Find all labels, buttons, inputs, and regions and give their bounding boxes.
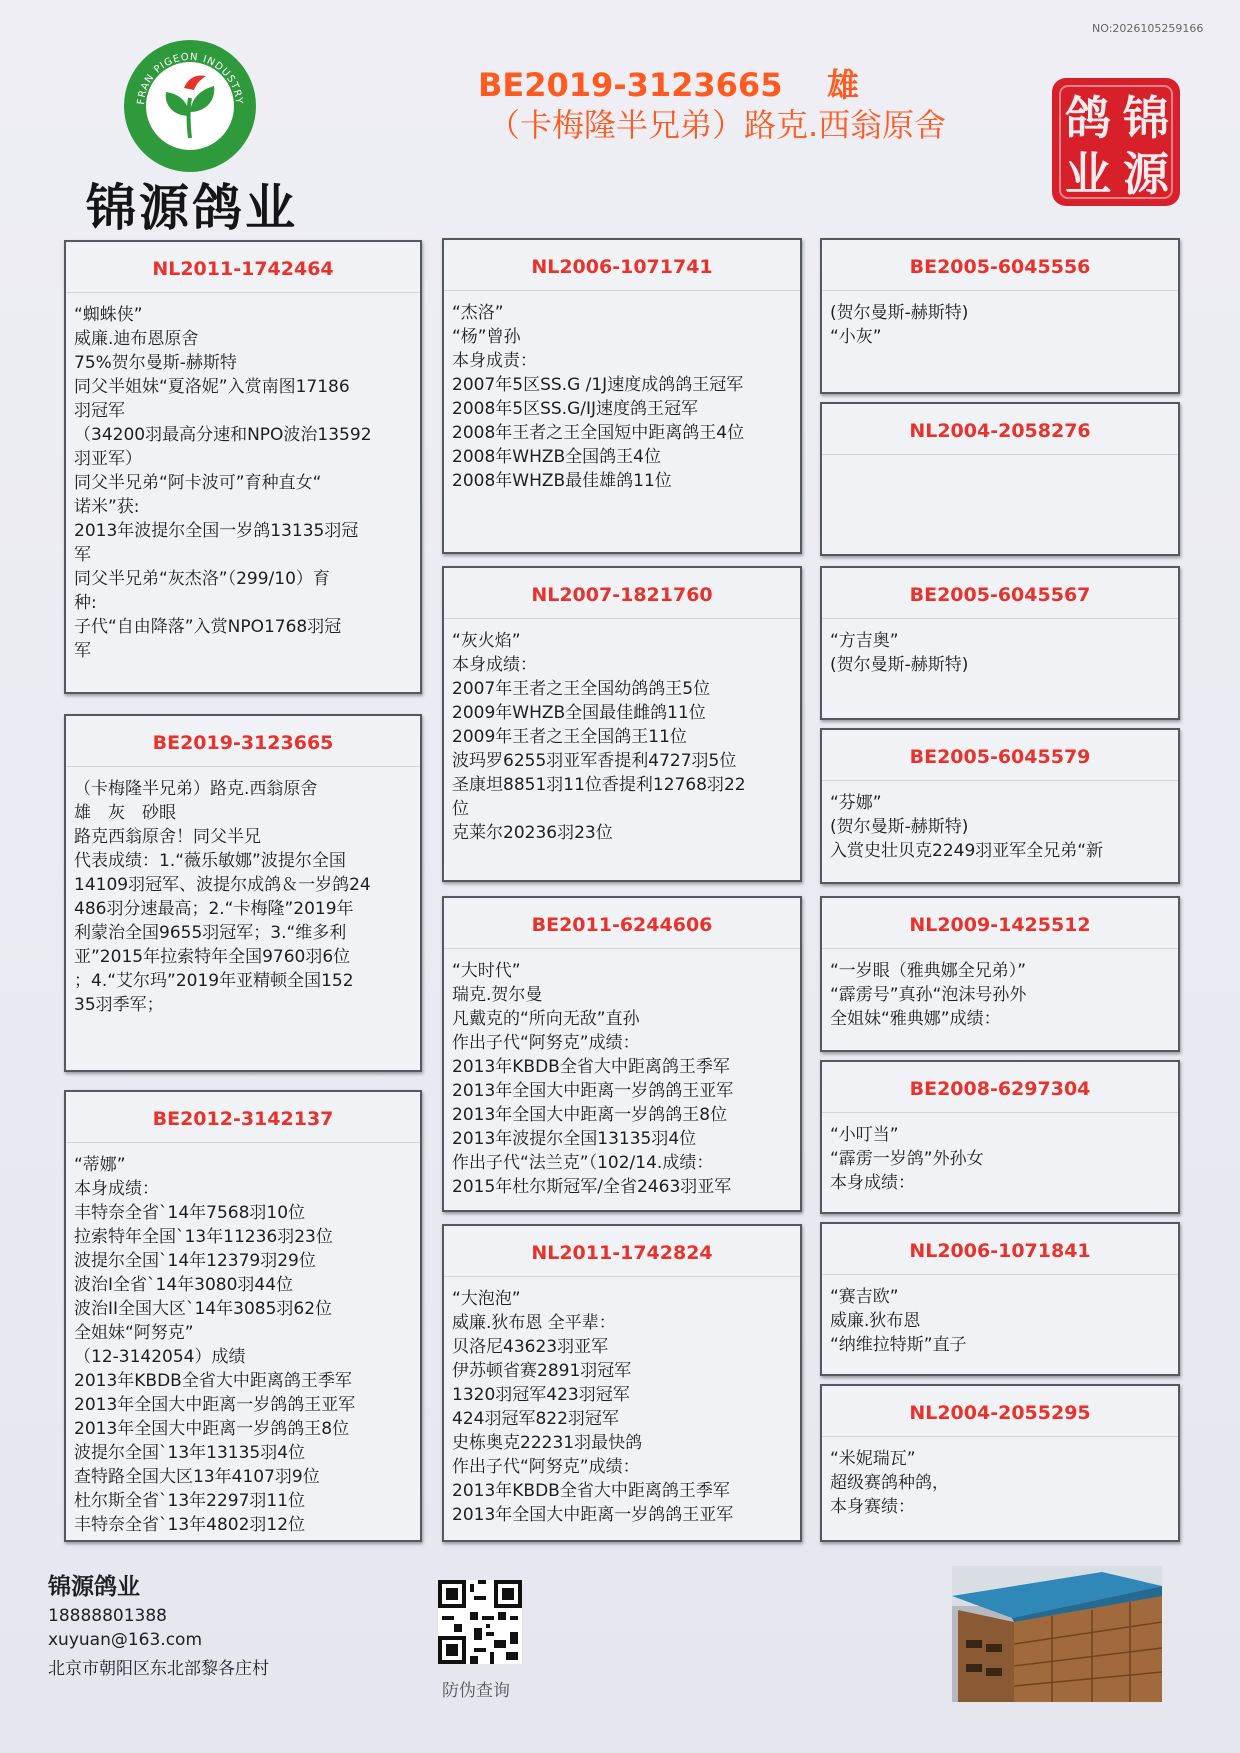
pedigree-card-ancestor-3 bbox=[820, 566, 1180, 720]
pedigree-card-granddam-1 bbox=[442, 566, 802, 882]
header-ring-number: BE2019-3123665 bbox=[478, 66, 783, 104]
seal-character: 锦 bbox=[1123, 91, 1169, 145]
card-ring-number: NL2004-2055295 bbox=[822, 1386, 1178, 1437]
card-description: “小叮当” “霹雳一岁鸽”外孙女 本身成绩： bbox=[830, 1125, 984, 1193]
pedigree-card-ancestor-5 bbox=[820, 896, 1180, 1052]
pedigree-card-grandsire-1 bbox=[442, 238, 802, 554]
pedigree-card-sire-of-sire bbox=[64, 240, 422, 694]
seal-character: 业 bbox=[1065, 147, 1111, 201]
card-description: “蜘蛛侠” 威廉.迪布恩原舍 75%贺尔曼斯-赫斯特 同父半姐妹“夏洛妮”入赏南图17186 羽冠军 （34200羽最高分速和NPO波治13592 羽亚军） 同父半兄弟“阿卡波可”育种直女“ 诺米”获: 2013年波提尔全国一岁鸽13135羽冠 军 同父半兄弟“灰杰洛”（299/10）育 种: 子代“自由降落”入赏NPO1768羽冠 军 bbox=[74, 305, 372, 661]
qr-code-icon[interactable] bbox=[438, 1580, 522, 1664]
card-description: “大时代” 瑞克.贺尔曼 凡戴克的“所向无敌”直孙 作出子代“阿努克”成绩： 2013年KBDB全省大中距离鸽王季军 2013年全国大中距离一岁鸽鸽王亚军 2013年全国大中距离一岁鸽鸽王8位 2013年波提尔全国13135羽4位 作出子代“法兰克”（102/14.成绩： 2015年杜尔斯冠军/全省2463羽亚军 bbox=[452, 961, 734, 1197]
pedigree-card-ancestor-6 bbox=[820, 1060, 1180, 1214]
card-description: “杰洛” “杨”曾孙 本身成责： 2007年5区SS.G /1J速度成鸽鸽王冠军 2008年5区SS.G/IJ速度鸽王冠军 2008年王者之王全国短中距离鸽王4位 2008年WHZB全国鸽王4位 2008年WHZB最佳雄鸽11位 bbox=[452, 303, 745, 491]
card-description: “灰火焰” 本身成绩： 2007年王者之王全国幼鸽鸽王5位 2009年WHZB全国最佳雌鸽11位 2009年王者之王全国鸽王11位 波玛罗6255羽亚军香提利4727羽5位 圣康坦8851羽11位香提利12768羽22 位 克莱尔20236羽23位 bbox=[452, 631, 746, 843]
footer-email: xuyuan@163.com bbox=[48, 1630, 203, 1650]
card-description bbox=[822, 455, 1178, 465]
seal-character: 源 bbox=[1123, 147, 1169, 201]
card-ring-number: BE2005-6045567 bbox=[822, 568, 1178, 619]
pedigree-card-ancestor-4 bbox=[820, 728, 1180, 884]
card-description: “大泡泡” 威廉.狄布恩 全平辈： 贝洛尼43623羽亚军 伊苏顿省赛2891羽冠军 1320羽冠军423羽冠军 424羽冠军822羽冠军 史栋奥克22231羽最快鸽 作出子代“阿努克”成绩： 2013年KBDB全省大中距离鸽王季军 2013年全国大中距离一岁鸽鸽王亚军 bbox=[452, 1289, 734, 1525]
pedigree-card-dam bbox=[64, 1090, 422, 1542]
card-ring-number: NL2007-1821760 bbox=[444, 568, 800, 619]
pigeon-loft-photo bbox=[952, 1566, 1162, 1702]
logo-ring-top-text: FRAN PIGEON INDUSTRY bbox=[135, 51, 245, 106]
card-ring-number: BE2005-6045579 bbox=[822, 730, 1178, 781]
seal-stamp bbox=[1046, 72, 1186, 212]
card-ring-number: BE2011-6244606 bbox=[444, 898, 800, 949]
logo-ring-bottom-text: FENGYUAN bbox=[159, 131, 221, 153]
footer-phone: 18888801388 bbox=[48, 1606, 167, 1626]
card-description: “一岁眼（雅典娜全兄弟）” “霹雳号”真孙“泡沫号孙外 全姐妹“雅典娜”成绩： bbox=[830, 961, 1027, 1029]
card-description: “方吉奥” (贺尔曼斯-赫斯特) bbox=[830, 631, 969, 675]
logo-badge bbox=[122, 38, 258, 174]
pedigree-card-ancestor-2 bbox=[820, 402, 1180, 556]
card-description: （卡梅隆半兄弟）路克.西翁原舍 雄 灰 砂眼 路克西翁原舍！同父半兄 代表成绩：1.“薇乐敏娜”波提尔全国 14109羽冠军、波提尔成鸽＆一岁鸽24 486羽分速最高；2.“卡梅隆”2019年 利蒙治全国9655羽冠军；3.“维多利 亚”2015年拉索特年全国9760羽6位 ；4.“艾尔玛”2019年亚精顿全国152 35羽季军； bbox=[74, 779, 371, 1015]
pedigree-card-ancestor-1 bbox=[820, 238, 1180, 394]
card-ring-number: BE2019-3123665 bbox=[66, 716, 420, 767]
header-subtitle: （卡梅隆半兄弟）路克.西翁原舍 bbox=[488, 106, 947, 144]
card-description: “芬娜” (贺尔曼斯-赫斯特) 入赏史壮贝克2249羽亚军全兄弟“新 bbox=[830, 793, 1104, 861]
seal-character: 鸽 bbox=[1065, 91, 1111, 145]
card-description: “米妮瑞瓦” 超级赛鸽种鸽， 本身赛绩： bbox=[830, 1449, 949, 1517]
card-description: “蒂娜” 本身成绩： 丰特奈全省`14年7568羽10位 拉索特年全国`13年11236羽23位 波提尔全国`14年12379羽29位 波治I全省`14年3080羽44位 波治II全国大区`14年3085羽62位 全姐妹“阿努克” （12-3142054）成绩 2013年KBDB全省大中距离鸽王季军 2013年全国大中距离一岁鸽鸽王亚军 2013年全国大中距离一岁鸽鸽王8位 波提尔全国`13年13135羽4位 查特路全国大区13年4107羽9位 杜尔斯全省`13年2297羽11位 丰特奈全省`13年4802羽12位 bbox=[74, 1155, 356, 1535]
card-ring-number: NL2011-1742464 bbox=[66, 242, 420, 293]
qr-verify-label: 防伪查询 bbox=[442, 1681, 510, 1701]
pedigree-card-subject bbox=[64, 714, 422, 1072]
card-ring-number: NL2009-1425512 bbox=[822, 898, 1178, 949]
footer-company-name: 锦源鸽业 bbox=[48, 1574, 140, 1600]
pedigree-card-grandsire-2 bbox=[442, 896, 802, 1212]
footer-address: 北京市朝阳区东北部黎各庄村 bbox=[48, 1659, 269, 1679]
pedigree-card-ancestor-8 bbox=[820, 1384, 1180, 1542]
card-ring-number: BE2012-3142137 bbox=[66, 1092, 420, 1143]
certificate-number: NO:2026105259166 bbox=[1092, 22, 1204, 35]
header-sex: 雄 bbox=[827, 66, 860, 104]
card-description: (贺尔曼斯-赫斯特) “小灰” bbox=[830, 303, 969, 347]
card-ring-number: NL2004-2058276 bbox=[822, 404, 1178, 455]
card-ring-number: BE2005-6045556 bbox=[822, 240, 1178, 291]
pedigree-card-granddam-2 bbox=[442, 1224, 802, 1542]
card-ring-number: BE2008-6297304 bbox=[822, 1062, 1178, 1113]
brand-title: 锦源鸽业 bbox=[86, 179, 298, 237]
pedigree-card-ancestor-7 bbox=[820, 1222, 1180, 1376]
card-description: “赛吉欧” 威廉.狄布恩 “纳维拉特斯”直子 bbox=[830, 1287, 967, 1355]
card-ring-number: NL2011-1742824 bbox=[444, 1226, 800, 1277]
card-ring-number: NL2006-1071741 bbox=[444, 240, 800, 291]
card-ring-number: NL2006-1071841 bbox=[822, 1224, 1178, 1275]
